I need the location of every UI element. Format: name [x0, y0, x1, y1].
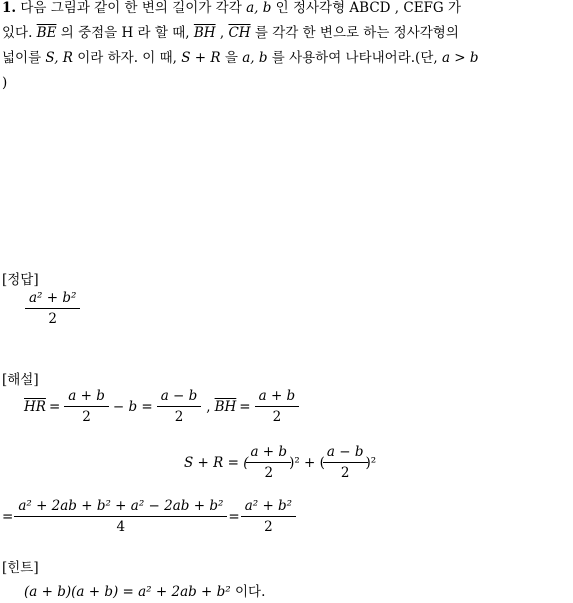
expression: )² + ( — [289, 454, 325, 471]
fraction-denominator: 2 — [64, 406, 109, 425]
solution-line-3 — [2, 498, 297, 535]
problem-text: 를 사용하여 나타내어라.(단, — [271, 50, 438, 66]
segment-ch: $\overline{CH}$ — [228, 25, 251, 41]
problem-text: 이라 하자. 이 때, — [77, 50, 177, 66]
fraction-numerator: a − b — [160, 388, 198, 404]
problem-text: ) — [2, 75, 8, 91]
segment-hr: $\overline{HR}$ — [24, 398, 46, 415]
problem-text: , — [219, 25, 225, 41]
segment-bh: $\overline{BH}$ — [193, 25, 216, 41]
variables: a, b — [246, 0, 272, 16]
hint-expression: (a + b)(a + b) = a² + 2ab + b² — [24, 584, 231, 600]
answer-fraction — [24, 290, 81, 327]
fraction-numerator: a − b — [326, 444, 364, 460]
problem-number: 1. — [2, 0, 17, 16]
problem-text: 있다. — [2, 25, 33, 41]
segment-be: $\overline{BE}$ — [36, 25, 57, 41]
hint-line — [24, 580, 265, 600]
expression: )² — [365, 454, 377, 471]
problem-text: 다음 그림과 같이 한 변의 길이가 각각 — [20, 0, 242, 16]
fraction-denominator: 4 — [14, 516, 227, 535]
fraction-numerator: a + b — [68, 388, 105, 404]
fraction-denominator: 2 — [323, 462, 368, 481]
answer-heading: [정답] — [2, 272, 39, 288]
segment-bh: $\overline{BH}$ — [214, 398, 237, 415]
equals-sign: = — [228, 508, 240, 525]
equals-sign: = — [2, 508, 14, 525]
solution-line-1 — [24, 388, 300, 425]
fraction-numerator: a + b — [250, 444, 288, 460]
fraction-denominator: 2 — [25, 308, 80, 327]
expression: − b = — [112, 398, 153, 415]
fraction-numerator: a² + b² — [29, 290, 77, 306]
condition: a > b — [441, 50, 479, 66]
problem-text: 넓이를 — [2, 50, 42, 66]
solution-heading: [해설] — [2, 372, 39, 388]
hint-heading: [힌트] — [2, 560, 39, 576]
variables: S, R — [45, 50, 73, 66]
fraction-denominator: 2 — [246, 462, 291, 481]
problem-text: 의 중점을 H 라 할 때, — [60, 25, 190, 41]
equals-sign: = — [239, 398, 251, 415]
fraction-numerator: a + b — [258, 388, 296, 404]
problem-text: 를 각각 한 변으로 하는 정사각형의 — [254, 25, 459, 41]
fraction-numerator: a² + 2ab + b² + a² − 2ab + b² — [18, 498, 224, 514]
fraction-denominator: 2 — [241, 516, 296, 535]
variables: a, b — [242, 50, 268, 66]
fraction-numerator: a² + b² — [244, 498, 293, 514]
expression: S + R = ( — [184, 454, 249, 471]
problem-line-1 — [2, 0, 461, 21]
solution-line-2 — [184, 444, 376, 481]
comma: , — [206, 398, 211, 415]
problem-text: 을 — [224, 50, 238, 66]
problem-line-4 — [2, 71, 7, 96]
problem-line-2 — [2, 21, 459, 46]
fraction-denominator: 2 — [255, 406, 300, 425]
problem-text: 인 정사각형 ABCD , CEFG 가 — [275, 0, 462, 16]
expression: S + R — [181, 50, 221, 66]
hint-text: 이다. — [235, 584, 266, 600]
equals-sign: = — [48, 398, 61, 415]
fraction-denominator: 2 — [157, 406, 202, 425]
problem-line-3 — [2, 46, 479, 71]
